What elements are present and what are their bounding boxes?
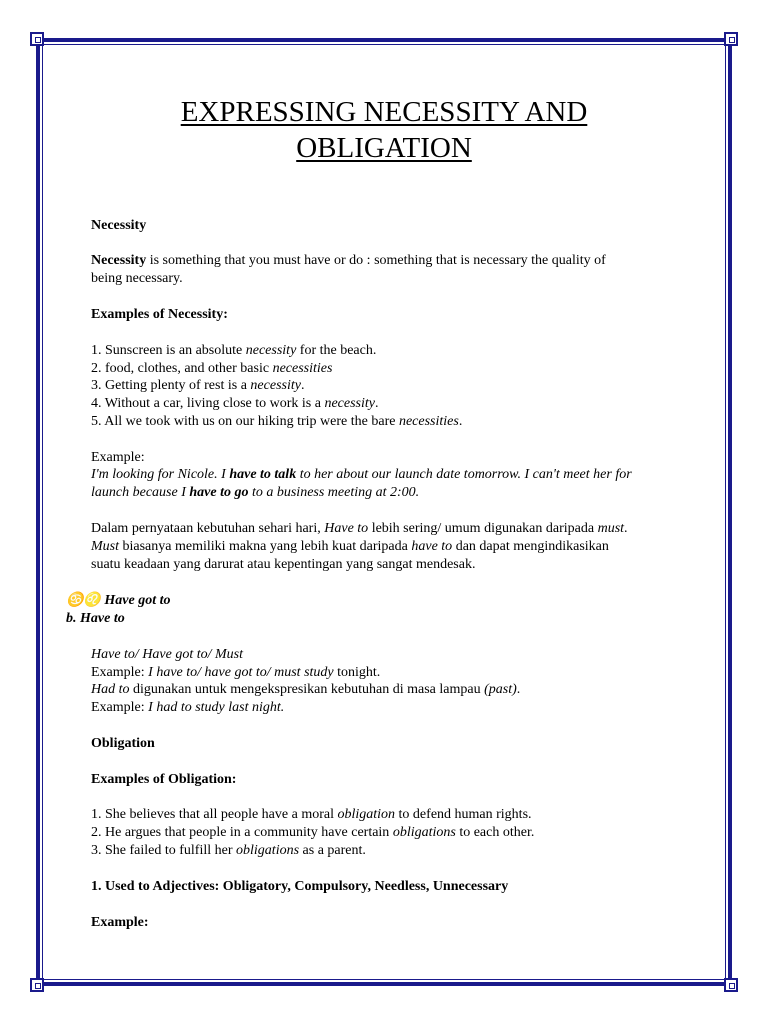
explanation-line-1	[91, 520, 628, 538]
title-line-1: EXPRESSING NECESSITY AND	[180, 96, 588, 128]
corner-ornament-bottom-left	[30, 978, 44, 992]
necessity-examples-heading: Examples of Necessity:	[91, 307, 228, 322]
text: 5. All we took with us on our hiking trip were the bare	[91, 414, 399, 429]
corner-ornament-bottom-right	[724, 978, 738, 992]
emphasis: I have to/ have got to/ must study	[148, 665, 334, 680]
obligation-heading: Obligation	[91, 736, 155, 751]
emphasis: (past)	[484, 682, 517, 697]
example-quote-line-1	[91, 466, 632, 484]
text: Example:	[91, 700, 149, 715]
example-quote-line-2	[91, 484, 419, 502]
definition-term: Necessity	[91, 253, 147, 268]
emphasis: I had to study last night.	[148, 700, 285, 715]
text: to her about our launch date tomorrow. I can't meet her for	[296, 467, 632, 482]
obligation-example-label: Example:	[91, 915, 149, 930]
emphasis: have to go	[189, 485, 249, 500]
text: Have got to	[100, 593, 171, 608]
had-to-explanation	[91, 681, 520, 699]
text: launch because I	[91, 485, 190, 500]
necessity-definition	[91, 252, 606, 270]
text: as a parent.	[299, 843, 366, 858]
text: Example:	[91, 665, 149, 680]
text: lebih sering/ umum digunakan daripada	[368, 521, 598, 536]
obligation-example-2	[91, 824, 534, 842]
emphasis: have to talk	[229, 467, 297, 482]
emphasis: necessity	[250, 378, 301, 393]
have-to-example-1	[91, 664, 380, 682]
text: 2. He argues that people in a community have certain	[91, 825, 393, 840]
corner-ornament-top-left	[30, 32, 44, 46]
list-bullet-icon: ♋♌	[66, 593, 101, 608]
necessity-example-2	[91, 360, 332, 378]
list-item-have-to: b. Have to	[66, 611, 125, 626]
corner-ornament-top-right	[724, 32, 738, 46]
page-title	[100, 94, 668, 166]
text: to a business meeting at 2:00.	[248, 485, 420, 500]
emphasis: necessities	[398, 414, 459, 429]
list-item-have-got-to	[66, 592, 170, 610]
emphasis: obligations	[236, 843, 300, 858]
emphasis: necessity	[324, 396, 375, 411]
necessity-heading: Necessity	[91, 218, 147, 233]
example-label: Example:	[91, 450, 145, 465]
emphasis: Have to	[324, 521, 369, 536]
text: .	[516, 682, 521, 697]
adjectives-line: 1. Used to Adjectives: Obligatory, Compulsory, Needless, Unnecessary	[91, 879, 509, 894]
text: dan dapat mengindikasikan	[452, 539, 609, 554]
text: 1. Sunscreen is an absolute	[91, 343, 246, 358]
text: digunakan untuk mengekspresikan kebutuhan di masa lampau	[129, 682, 485, 697]
emphasis: necessities	[272, 361, 333, 376]
text: I'm looking for Nicole. I	[91, 467, 230, 482]
text: 3. She failed to fulfill her	[91, 843, 237, 858]
have-to-example-2	[91, 699, 284, 717]
obligation-example-3	[91, 842, 366, 860]
title-line-2: OBLIGATION	[296, 132, 472, 164]
emphasis: have to	[411, 539, 453, 554]
text: for the beach.	[296, 343, 377, 358]
emphasis: must	[597, 521, 625, 536]
obligation-examples-heading: Examples of Obligation:	[91, 772, 237, 787]
text: .	[300, 378, 305, 393]
text: tonight.	[333, 665, 381, 680]
text: .	[458, 414, 463, 429]
text: to each other.	[455, 825, 535, 840]
obligation-example-1	[91, 806, 532, 824]
text: 4. Without a car, living close to work is a	[91, 396, 325, 411]
emphasis: Had to	[91, 682, 130, 697]
emphasis: obligations	[392, 825, 456, 840]
necessity-definition-line2: being necessary.	[91, 271, 183, 286]
text: Dalam pernyataan kebutuhan sehari hari,	[91, 521, 325, 536]
necessity-example-5	[91, 413, 462, 431]
text: 1. She believes that all people have a moral	[91, 807, 338, 822]
explanation-line-2	[91, 538, 609, 556]
text: 3. Getting plenty of rest is a	[91, 378, 251, 393]
text: .	[624, 521, 628, 536]
text: .	[375, 396, 379, 411]
text: to defend human rights.	[395, 807, 532, 822]
text: biasanya memiliki makna yang lebih kuat daripada	[119, 539, 412, 554]
have-to-forms: Have to/ Have got to/ Must	[91, 647, 244, 662]
necessity-example-4	[91, 395, 379, 413]
text: 2. food, clothes, and other basic	[91, 361, 273, 376]
emphasis: obligation	[337, 807, 396, 822]
emphasis: Must	[91, 539, 119, 554]
emphasis: necessity	[245, 343, 297, 358]
necessity-example-1	[91, 342, 376, 360]
necessity-example-3	[91, 377, 304, 395]
definition-text: is something that you must have or do : something that is necessary the quality of	[146, 253, 606, 268]
explanation-line-3: suatu keadaan yang darurat atau kepentingan yang sangat mendesak.	[91, 557, 476, 572]
